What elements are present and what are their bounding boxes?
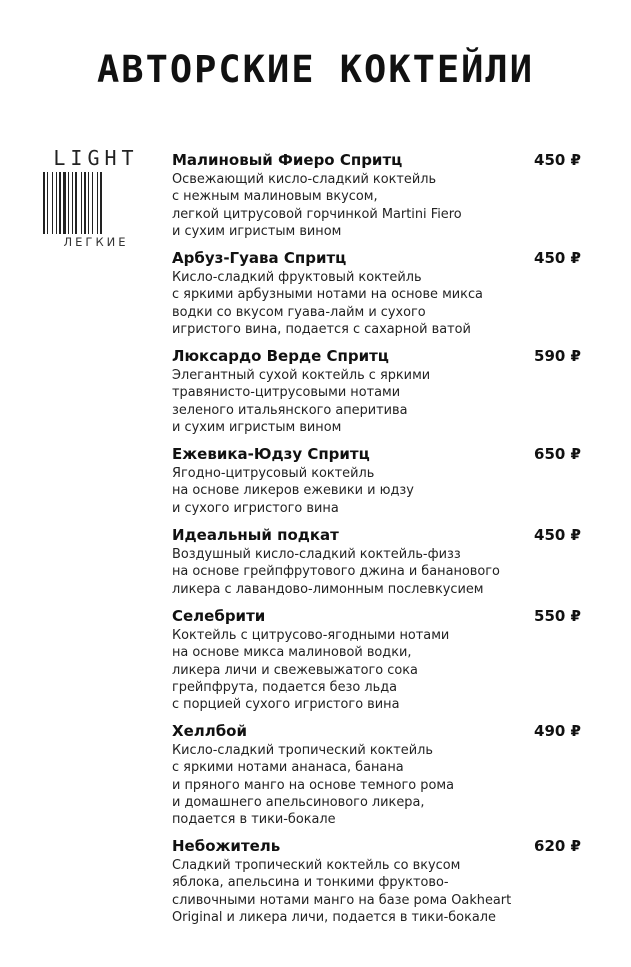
item-description: Коктейль с цитрусово-ягодными нотами на основе микса малиновой водки, ликера личи и свежевыжатого сока грейпфрута, подается безо льда с порцией сухого игристого вина (172, 628, 450, 713)
item-description: Кисло-сладкий фруктовый коктейль с яркими арбузными нотами на основе микса водки со вкусом гуава-лайм и сухого игристого вина, подается с сахарной ватой (172, 270, 483, 337)
item-name: Небожитель (172, 837, 281, 855)
item-description: Кисло-сладкий тропический коктейль с яркими нотами ананаса, банана и пряного манго на основе темного рома и домашнего апельсинового ликера, подается в тики-бокале (172, 743, 454, 828)
barcode-icon (40, 172, 152, 234)
page-title: АВТОРСКИЕ КОКТЕЙЛИ (97, 48, 534, 91)
item-price: 650 ₽ (534, 445, 581, 463)
menu-item (172, 525, 587, 598)
item-name: Селебрити (172, 607, 266, 625)
item-name: Хеллбой (172, 722, 247, 740)
item-price: 620 ₽ (534, 837, 581, 855)
item-description: Сладкий тропический коктейль со вкусом яблока, апельсина и тонкими фруктово- сливочными нотами манго на базе рома Oakheart Original и ликера личи, подается в тики-бокале (172, 858, 512, 925)
item-name: Малиновый Фиеро Спритц (172, 151, 403, 169)
item-name: Идеальный подкат (172, 526, 339, 544)
menu-item (172, 248, 587, 338)
item-price: 450 ₽ (534, 151, 581, 169)
item-price: 450 ₽ (534, 526, 581, 544)
category-label-ru: ЛЕГКИЕ (63, 235, 129, 249)
item-description: Воздушный кисло-сладкий коктейль-физз на основе грейпфрутового джина и бананового ликера с лавандово-лимонным послевкусием (172, 547, 500, 597)
item-price: 590 ₽ (534, 347, 581, 365)
item-price: 450 ₽ (534, 249, 581, 267)
item-description: Ягодно-цитрусовый коктейль на основе ликеров ежевики и юдзу и сухого игристого вина (172, 466, 414, 516)
menu-item (172, 721, 587, 828)
item-price: 550 ₽ (534, 607, 581, 625)
menu-item (172, 150, 587, 240)
menu-item (172, 606, 587, 713)
item-name: Ежевика-Юдзу Спритц (172, 445, 370, 463)
category-label-en: LIGHT (53, 146, 139, 170)
menu-item (172, 346, 587, 436)
item-description: Элегантный сухой коктейль с яркими травянисто-цитрусовыми нотами зеленого итальянского аперитива и сухим игристым вином (172, 368, 431, 435)
item-price: 490 ₽ (534, 722, 581, 740)
item-description: Освежающий кисло-сладкий коктейль с нежным малиновым вкусом, легкой цитрусовой горчинкой Martini Fiero и сухим игристым вином (172, 172, 462, 239)
item-name: Люксардо Верде Спритц (172, 347, 389, 365)
category-badge (40, 146, 152, 249)
menu-item (172, 836, 587, 926)
menu-item (172, 444, 587, 517)
item-name: Арбуз-Гуава Спритц (172, 249, 347, 267)
